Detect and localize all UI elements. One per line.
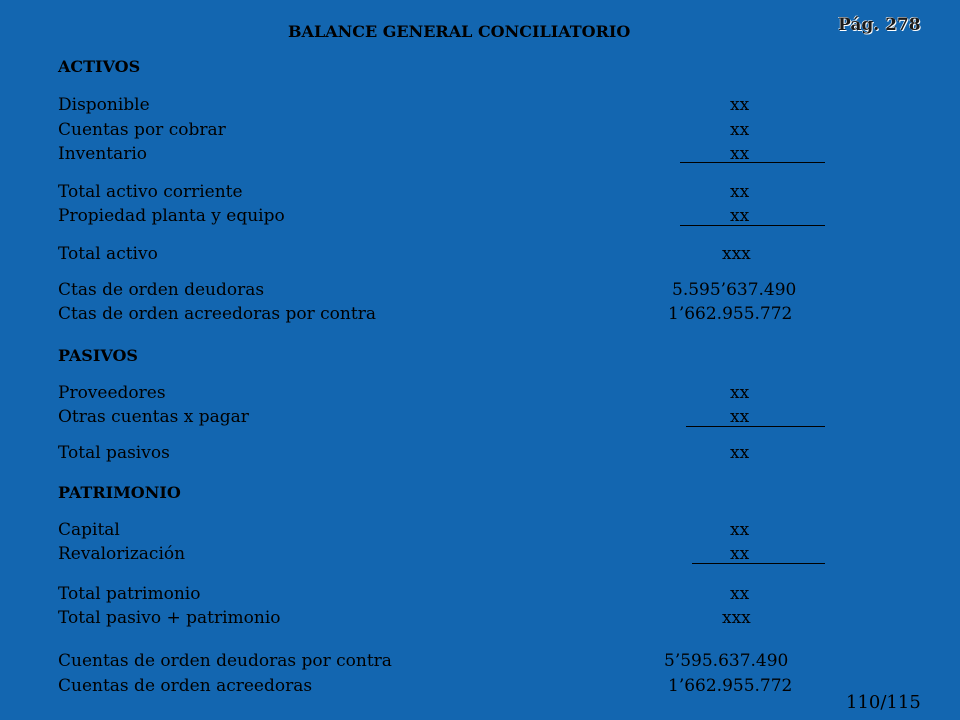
row-value-otras-cuentas-pagar: xx xyxy=(730,407,750,427)
row-value-capital: xx xyxy=(730,520,750,540)
subtotal-underline xyxy=(686,426,825,427)
row-label-cuentas-por-cobrar: Cuentas por cobrar xyxy=(58,120,226,140)
row-label-total-activo: Total activo xyxy=(58,244,158,264)
section-heading-pasivos: PASIVOS xyxy=(58,346,138,365)
row-value-total-activo-corriente: xx xyxy=(730,182,750,202)
row-value-inventario: xx xyxy=(730,144,750,164)
row-value-propiedad-planta-equipo: xx xyxy=(730,206,750,226)
row-label-proveedores: Proveedores xyxy=(58,383,166,403)
row-value-total-pasivos: xx xyxy=(730,443,750,463)
row-value-disponible: xx xyxy=(730,95,750,115)
subtotal-underline xyxy=(692,563,825,564)
row-label-total-pasivo-patrimonio: Total pasivo + patrimonio xyxy=(58,608,281,628)
row-value-total-pasivo-patrimonio: xxx xyxy=(722,608,751,628)
row-label-total-activo-corriente: Total activo corriente xyxy=(58,182,243,202)
row-label-inventario: Inventario xyxy=(58,144,148,164)
row-value-revalorizacion: xx xyxy=(730,544,750,564)
row-value-ctas-orden-deudoras: 5.595’637.490 xyxy=(672,280,797,300)
row-value-cuentas-por-cobrar: xx xyxy=(730,120,750,140)
row-label-total-patrimonio: Total patrimonio xyxy=(58,584,201,604)
row-value-cuentas-orden-deudoras-contra: 5’595.637.490 xyxy=(664,651,789,671)
row-value-cuentas-orden-acreedoras: 1’662.955.772 xyxy=(668,676,793,696)
row-label-ctas-orden-deudoras: Ctas de orden deudoras xyxy=(58,280,265,300)
row-value-ctas-orden-acreedoras-contra: 1’662.955.772 xyxy=(668,304,793,324)
row-label-cuentas-orden-deudoras-contra: Cuentas de orden deudoras por contra xyxy=(58,651,392,671)
page-title: BALANCE GENERAL CONCILIATORIO xyxy=(288,22,631,41)
row-label-ctas-orden-acreedoras-contra: Ctas de orden acreedoras por contra xyxy=(58,304,376,324)
row-label-otras-cuentas-pagar: Otras cuentas x pagar xyxy=(58,407,249,427)
row-value-total-patrimonio: xx xyxy=(730,584,750,604)
subtotal-underline xyxy=(680,225,825,226)
row-label-total-pasivos: Total pasivos xyxy=(58,443,170,463)
row-value-proveedores: xx xyxy=(730,383,750,403)
row-label-disponible: Disponible xyxy=(58,95,150,115)
row-label-capital: Capital xyxy=(58,520,120,540)
row-label-cuentas-orden-acreedoras: Cuentas de orden acreedoras xyxy=(58,676,313,696)
page-reference: Pág. 278 xyxy=(838,15,921,35)
row-value-total-activo: xxx xyxy=(722,244,751,264)
section-heading-patrimonio: PATRIMONIO xyxy=(58,483,181,502)
subtotal-underline xyxy=(680,162,825,163)
slide-number: 110/115 xyxy=(846,692,921,713)
section-heading-activos: ACTIVOS xyxy=(58,57,141,76)
row-label-revalorizacion: Revalorización xyxy=(58,544,186,564)
row-label-propiedad-planta-equipo: Propiedad planta y equipo xyxy=(58,206,285,226)
